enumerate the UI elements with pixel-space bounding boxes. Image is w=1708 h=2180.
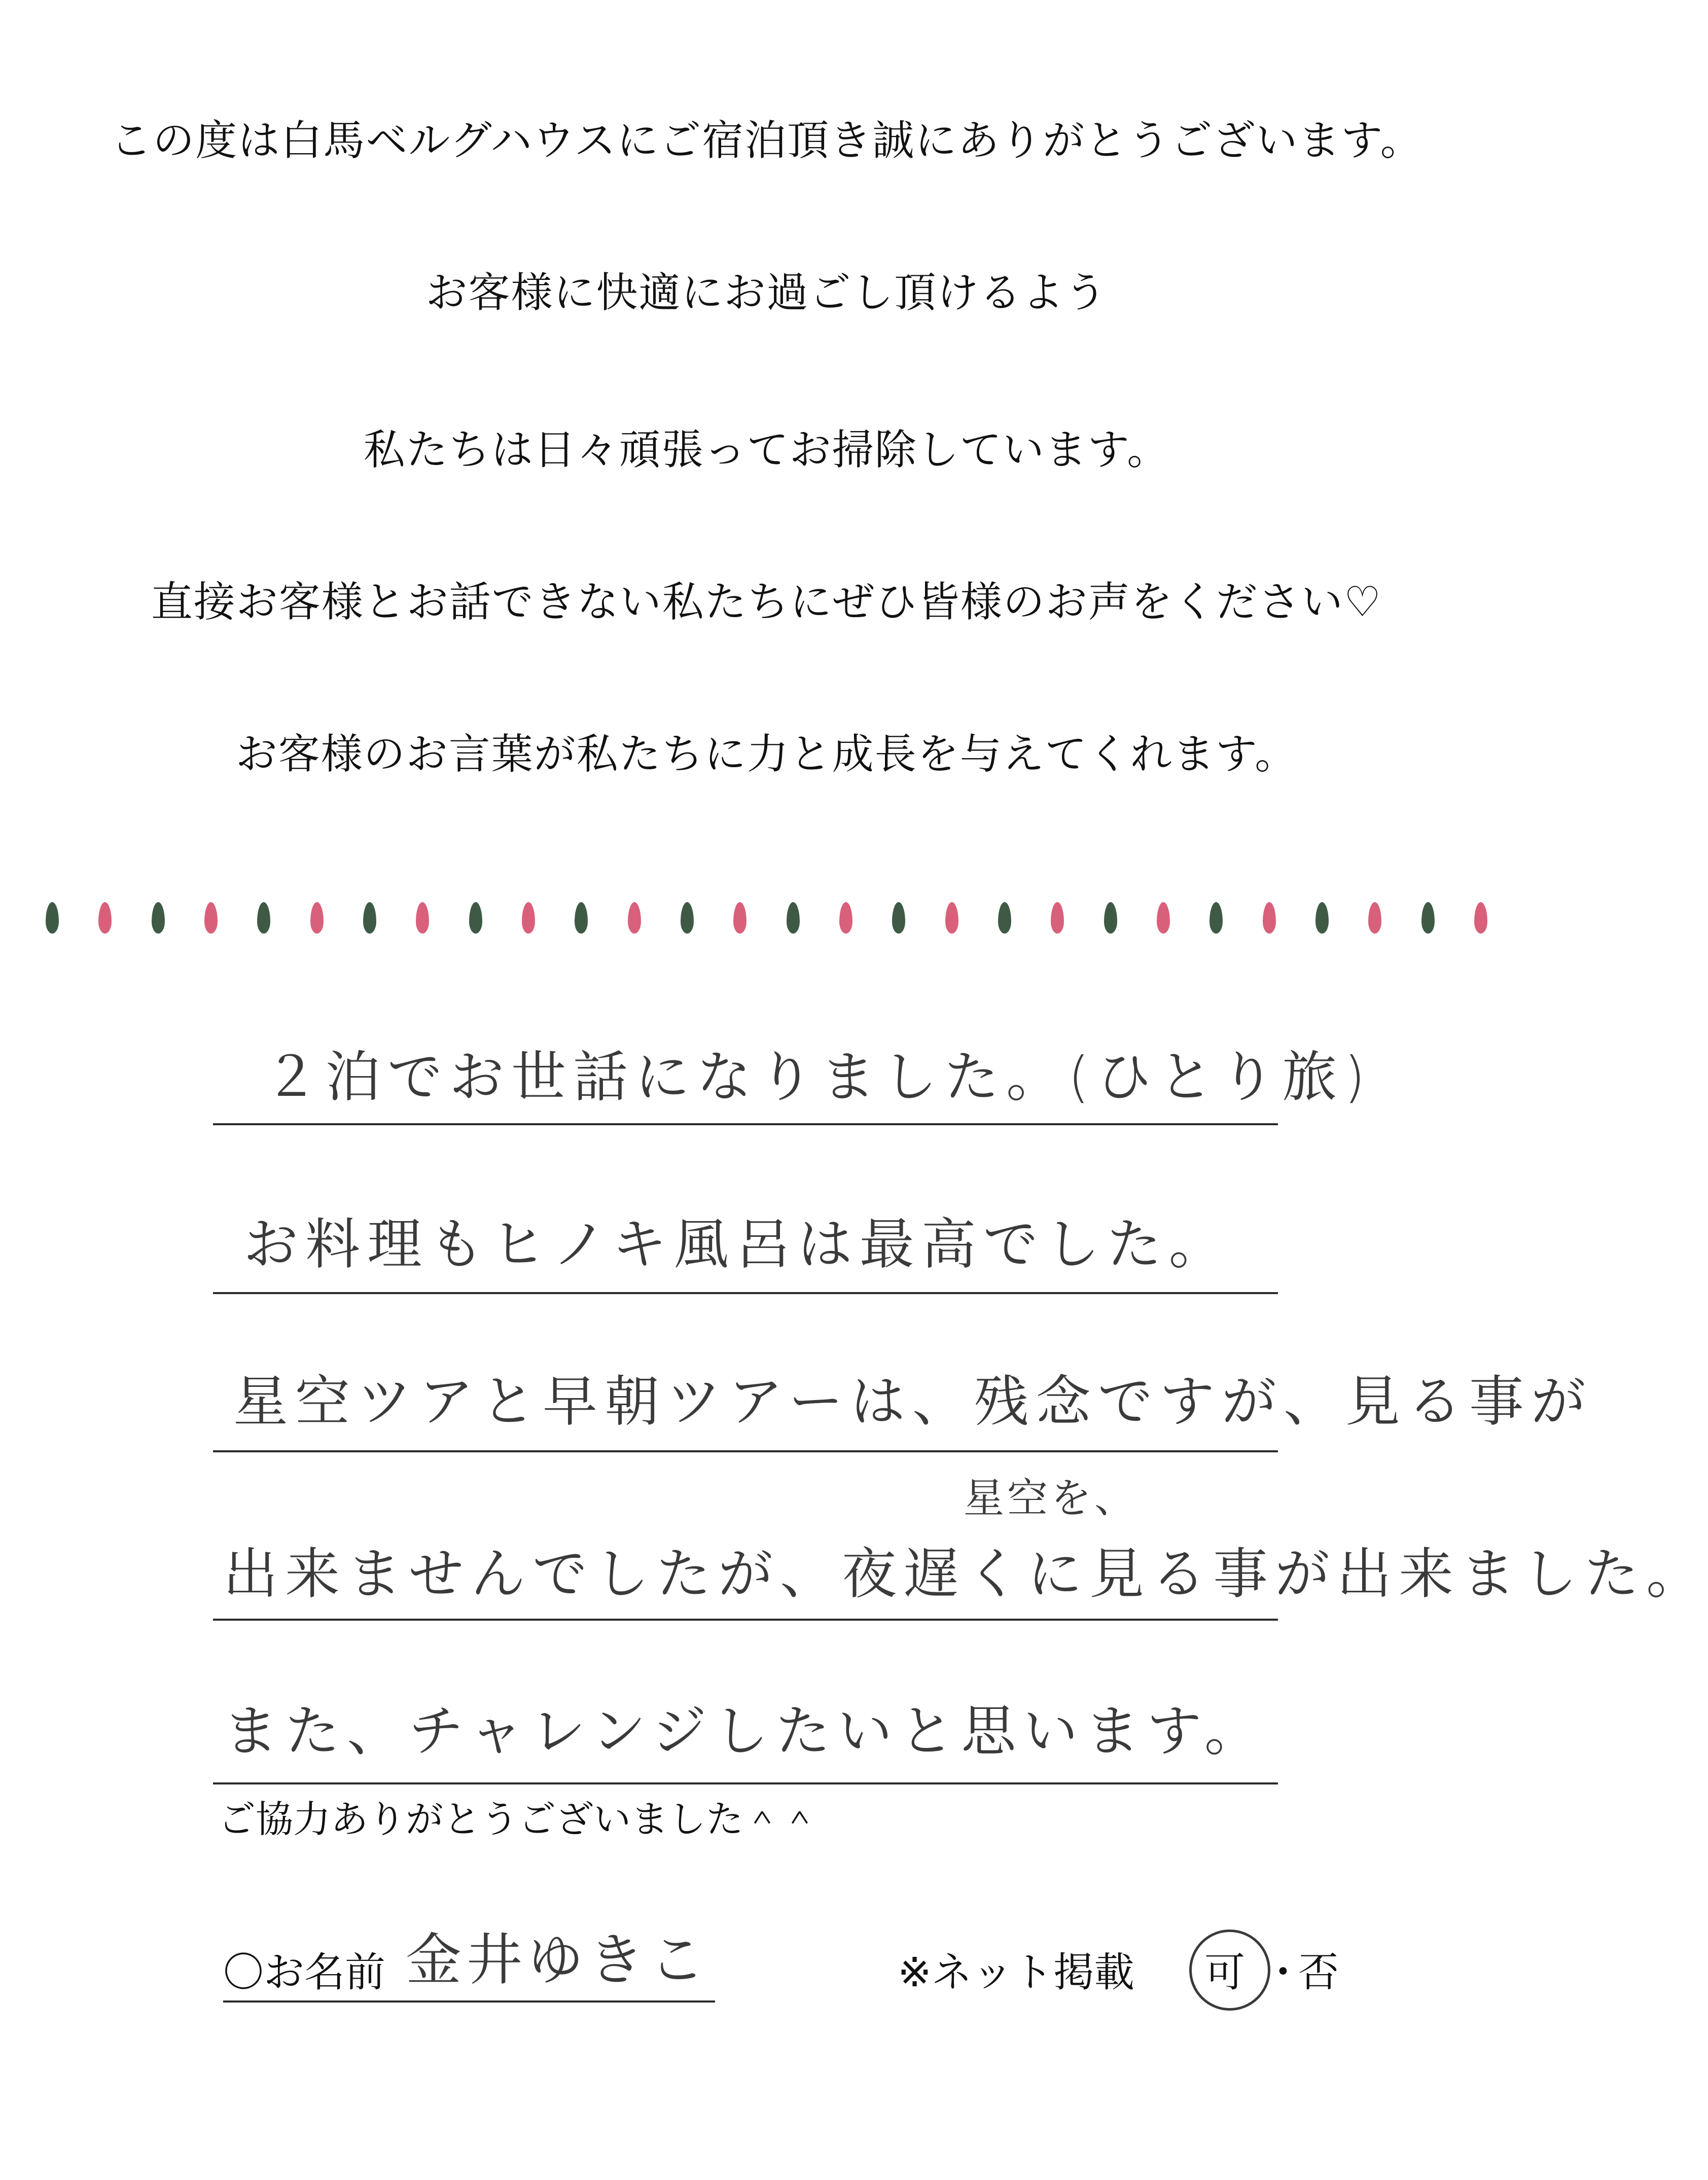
writing-rule-4	[213, 1619, 1278, 1621]
divider-dot	[1421, 902, 1435, 934]
divider-dot	[204, 902, 218, 934]
writing-rule-1	[213, 1123, 1278, 1125]
intro-line-1: この度は白馬ベルグハウスにご宿泊頂き誠にありがとうございます。	[110, 117, 1423, 165]
handwritten-line-1: ２泊でお世話になりました。(ひとり旅)	[264, 1046, 1373, 1109]
option-separator: ・	[1263, 1949, 1303, 1996]
option-deny[interactable]: 否	[1298, 1949, 1339, 1996]
divider-dot	[1474, 902, 1487, 934]
divider-dot	[363, 902, 376, 934]
handwritten-line-4: 出来ませんでしたが、夜遅くに見る事が出来ました。	[223, 1543, 1708, 1606]
divider-dot	[1209, 902, 1223, 934]
divider-dot	[575, 902, 588, 934]
divider-dot	[1263, 902, 1276, 934]
divider-dot	[998, 902, 1011, 934]
divider-dot	[733, 902, 746, 934]
intro-line-2: お客様に快適にお過ごし頂けるよう	[425, 269, 1108, 317]
writing-rule-2	[213, 1292, 1278, 1294]
handwritten-line-2: お料理もヒノキ風呂は最高でした。	[243, 1213, 1231, 1276]
divider-dot	[257, 902, 270, 934]
net-publish-label: ※ネット掲載	[898, 1949, 1135, 1996]
handwritten-line-3: 星空ツアと早朝ツアーは、残念ですが、見る事が	[233, 1370, 1593, 1434]
divider-dot	[310, 902, 324, 934]
thanks-text: ご協力ありがとうございました＾＾	[218, 1798, 819, 1841]
divider-dot	[522, 902, 535, 934]
intro-line-3: 私たちは日々頑張ってお掃除しています。	[363, 426, 1170, 474]
divider-dot	[416, 902, 429, 934]
divider-dot	[945, 902, 958, 934]
name-label: 〇お名前	[223, 1949, 385, 1996]
divider-dot	[1051, 902, 1064, 934]
name-value: 金井ゆきこ	[406, 1927, 710, 1992]
divider-dot	[681, 902, 694, 934]
divider-dot	[46, 902, 59, 934]
divider-dot	[839, 902, 852, 934]
divider-dot	[98, 902, 112, 934]
name-rule	[223, 2000, 715, 2003]
option-allow[interactable]: 可	[1204, 1949, 1245, 1996]
divider-dot	[628, 902, 641, 934]
divider-dot	[1368, 902, 1381, 934]
divider-dot	[1315, 902, 1329, 934]
divider-dot	[892, 902, 905, 934]
divider-dot	[469, 902, 482, 934]
handwritten-insert: 星空を、	[964, 1475, 1138, 1522]
writing-rule-3	[213, 1450, 1278, 1452]
divider-dot	[787, 902, 800, 934]
divider-dot	[1104, 902, 1117, 934]
intro-line-5: お客様のお言葉が私たちに力と成長を与えてくれます。	[235, 730, 1298, 778]
writing-rule-5	[213, 1782, 1278, 1784]
divider-dot	[1157, 902, 1170, 934]
handwritten-line-5: また、チャレンジしたいと思います。	[223, 1700, 1266, 1763]
dotted-divider	[46, 895, 1487, 941]
intro-line-4: 直接お客様とお話できない私たちにぜひ皆様のお声をください♡	[151, 578, 1382, 626]
divider-dot	[152, 902, 165, 934]
